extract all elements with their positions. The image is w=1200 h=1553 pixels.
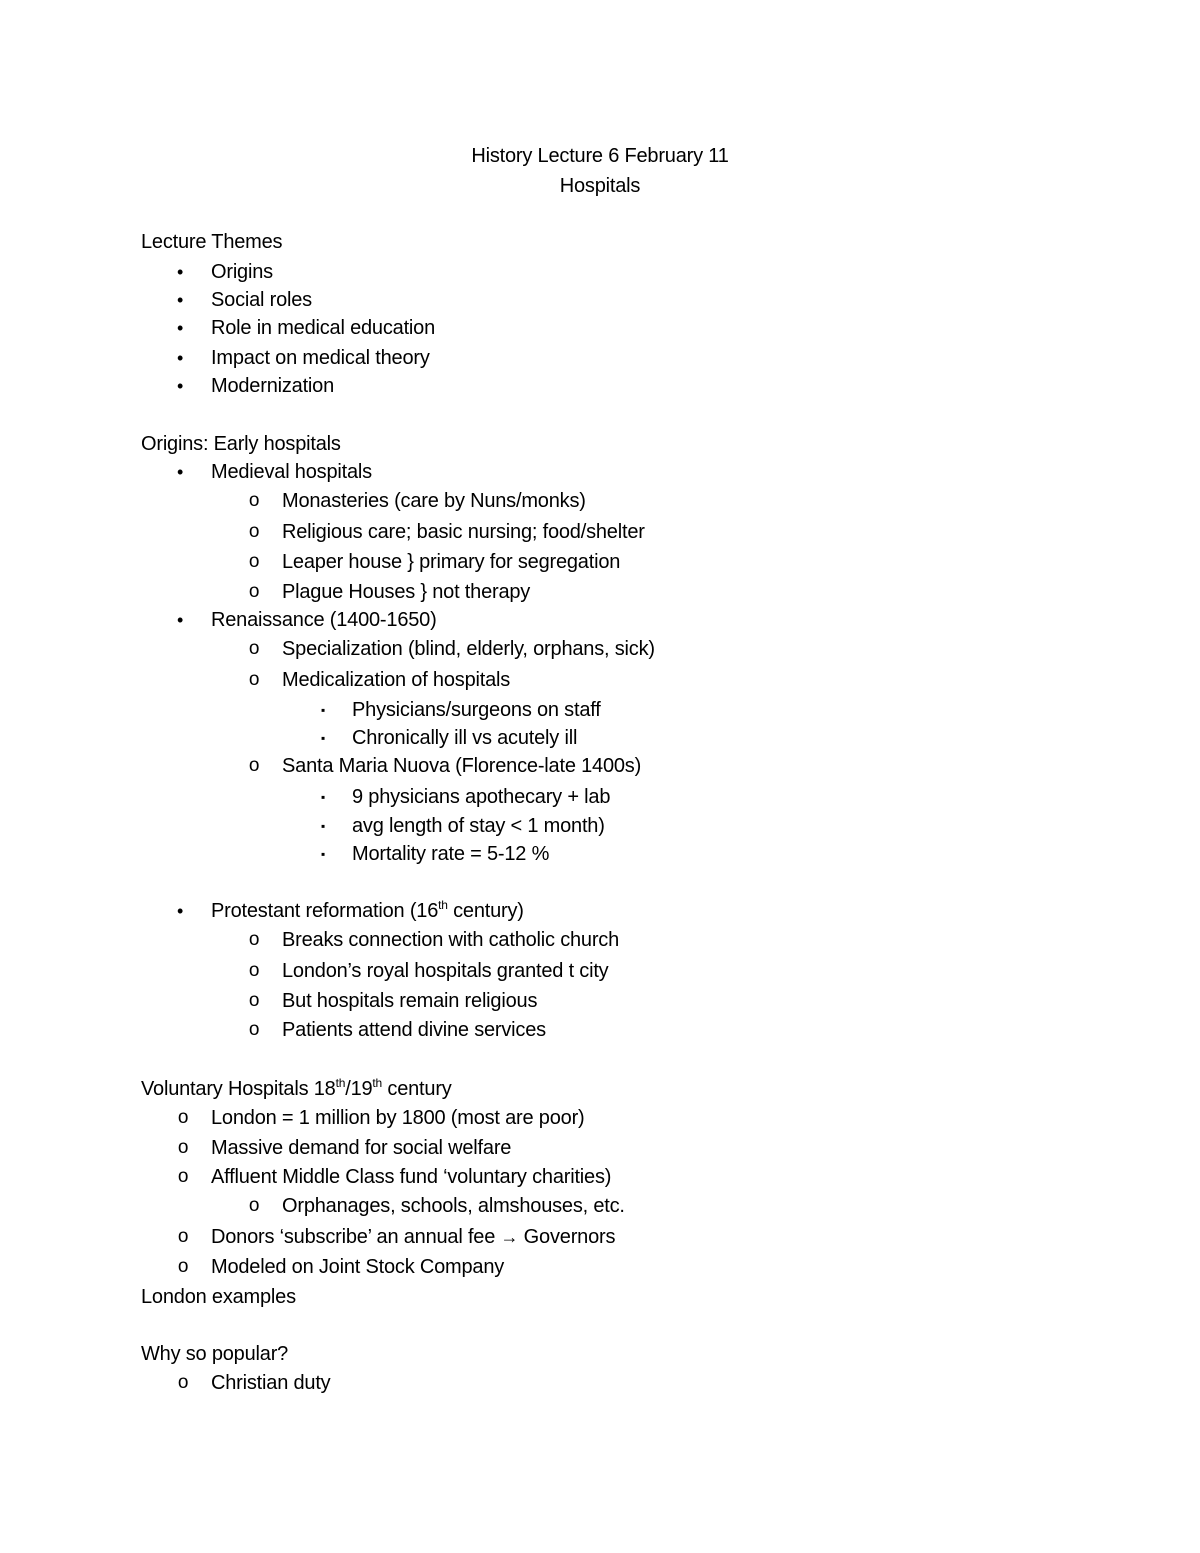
square-marker: ▪ <box>320 731 326 745</box>
right-arrow-icon: → <box>500 1227 519 1247</box>
square-marker: ▪ <box>320 847 326 861</box>
list-item: Massive demand for social welfare <box>211 1137 512 1159</box>
list-item: Renaissance (1400-1650) <box>211 609 437 631</box>
list-item: Orphanages, schools, almshouses, etc. <box>282 1195 625 1217</box>
voluntary-heading-sup: th <box>335 1076 346 1090</box>
square-marker: ▪ <box>320 819 326 833</box>
circle-marker: o <box>248 755 260 776</box>
list-item: Social roles <box>211 289 312 311</box>
circle-marker: o <box>248 929 260 950</box>
square-marker: ▪ <box>320 790 326 804</box>
circle-marker: o <box>248 521 260 542</box>
circle-marker: o <box>248 638 260 659</box>
london-examples-heading: London examples <box>141 1286 296 1308</box>
circle-marker: o <box>248 581 260 602</box>
voluntary-heading-post: century <box>382 1078 452 1100</box>
bullet-marker: • <box>176 462 184 482</box>
reformation-label-sup: th <box>438 898 448 912</box>
list-item: Mortality rate = 5-12 % <box>352 843 550 865</box>
list-item: Breaks connection with catholic church <box>282 929 620 951</box>
voluntary-heading <box>141 1077 452 1101</box>
circle-marker: o <box>177 1137 189 1158</box>
bullet-marker: • <box>176 290 184 310</box>
circle-marker: o <box>177 1256 189 1277</box>
list-item: Modeled on Joint Stock Company <box>211 1256 505 1278</box>
voluntary-heading-mid: /19 <box>345 1078 373 1100</box>
list-item: Leaper house } primary for segregation <box>282 551 621 573</box>
list-item: But hospitals remain religious <box>282 990 538 1012</box>
list-item: Physicians/surgeons on staff <box>352 699 601 721</box>
popular-heading: Why so popular? <box>141 1343 289 1365</box>
list-item: Medicalization of hospitals <box>282 669 511 691</box>
circle-marker: o <box>177 1372 189 1393</box>
list-item: Specialization (blind, elderly, orphans, sick) <box>282 638 655 660</box>
list-item: London’s royal hospitals granted t city <box>282 960 609 982</box>
circle-marker: o <box>248 990 260 1011</box>
reformation-label-pre: Protestant reformation (16 <box>211 900 439 922</box>
bullet-marker: • <box>176 348 184 368</box>
circle-marker: o <box>248 490 260 511</box>
bullet-marker: • <box>176 610 184 630</box>
bullet-marker: • <box>176 376 184 396</box>
page-subtitle: Hospitals <box>559 175 641 197</box>
circle-marker: o <box>248 1019 260 1040</box>
list-item: Medieval hospitals <box>211 461 372 483</box>
circle-marker: o <box>177 1107 189 1128</box>
list-item <box>211 899 524 923</box>
circle-marker: o <box>248 1195 260 1216</box>
list-item: Modernization <box>211 375 335 397</box>
list-item <box>211 1225 615 1249</box>
list-item: 9 physicians apothecary + lab <box>352 786 611 808</box>
circle-marker: o <box>248 551 260 572</box>
list-item: London = 1 million by 1800 (most are poor) <box>211 1107 585 1129</box>
list-item: Affluent Middle Class fund ‘voluntary charities) <box>211 1166 612 1188</box>
list-item: avg length of stay < 1 month) <box>352 815 605 837</box>
bullet-marker: • <box>176 318 184 338</box>
list-item: Santa Maria Nuova (Florence-late 1400s) <box>282 755 642 777</box>
list-item: Chronically ill vs acutely ill <box>352 727 578 749</box>
square-marker: ▪ <box>320 703 326 717</box>
list-item: Religious care; basic nursing; food/shelter <box>282 521 645 543</box>
list-item: Christian duty <box>211 1372 331 1394</box>
voluntary-heading-pre: Voluntary Hospitals 18 <box>141 1078 336 1100</box>
bullet-marker: • <box>176 262 184 282</box>
list-item: Monasteries (care by Nuns/monks) <box>282 490 586 512</box>
origins-heading: Origins: Early hospitals <box>141 433 341 455</box>
themes-heading: Lecture Themes <box>141 231 283 253</box>
circle-marker: o <box>177 1226 189 1247</box>
donors-text-pre: Donors ‘subscribe’ an annual fee <box>211 1226 501 1248</box>
donors-text-post: Governors <box>518 1226 616 1248</box>
reformation-label-post: century) <box>447 900 524 922</box>
voluntary-heading-sup: th <box>372 1076 383 1090</box>
list-item: Origins <box>211 261 273 283</box>
page-title: History Lecture 6 February 11 <box>471 145 729 167</box>
circle-marker: o <box>177 1166 189 1187</box>
list-item: Impact on medical theory <box>211 347 430 369</box>
list-item: Plague Houses } not therapy <box>282 581 531 603</box>
list-item: Patients attend divine services <box>282 1019 546 1041</box>
bullet-marker: • <box>176 901 184 921</box>
circle-marker: o <box>248 669 260 690</box>
circle-marker: o <box>248 960 260 981</box>
list-item: Role in medical education <box>211 317 436 339</box>
